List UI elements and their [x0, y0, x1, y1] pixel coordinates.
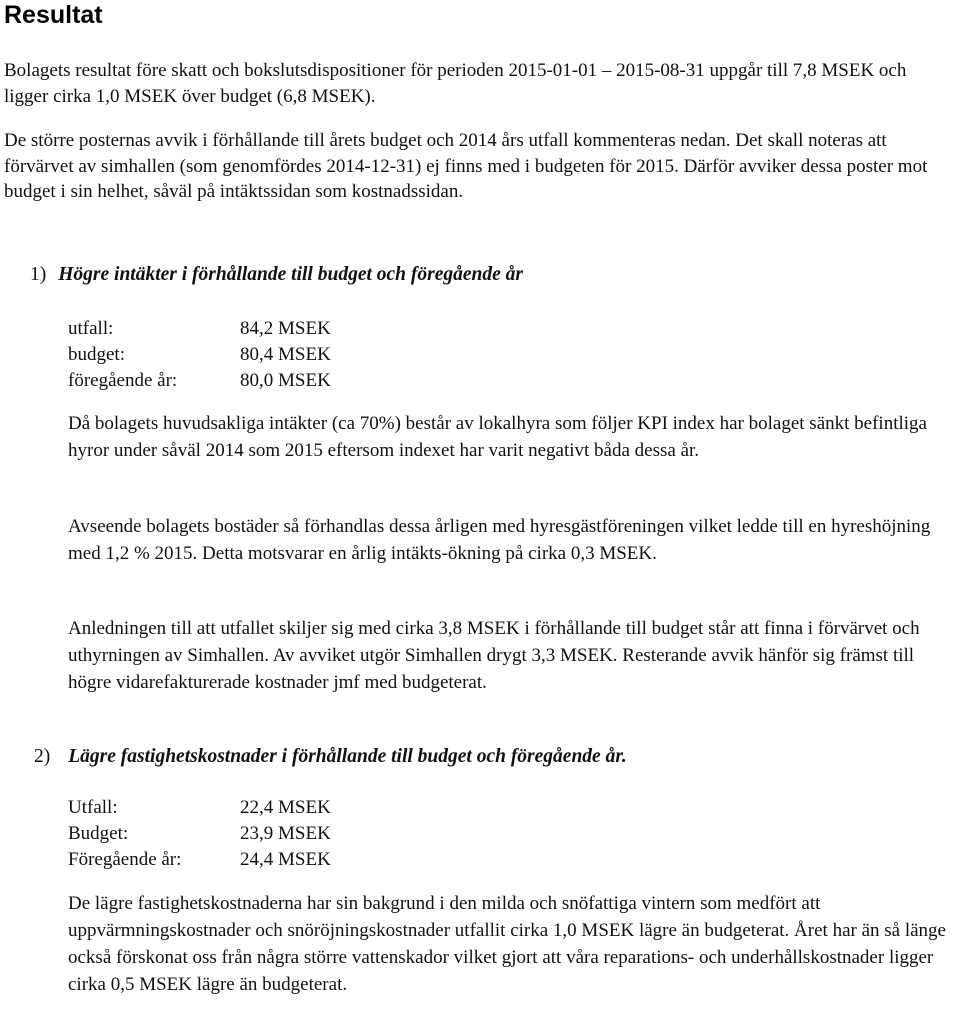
section1-paragraph-2: Avseende bolagets bostäder så förhandlas dessa årligen med hyresgästföreningen vilket ledde till en hyreshöjning med 1,2 % 2015. Detta motsvarar en årlig intäkts-ökning på cirka 0,3 MSEK.: [68, 516, 931, 564]
figure-row: [68, 316, 331, 342]
figure-label: Utfall:: [68, 797, 118, 818]
figure-row: [68, 342, 331, 368]
figure-value: 84,2 MSEK: [240, 318, 331, 339]
intro-paragraph-1: Bolagets resultat före skatt och bokslutsdispositioner för perioden 2015-01-01 – 2015-08-31 uppgår till 7,8 MSEK och ligger cirka 1,0 MSEK över budget (6,8 MSEK).: [4, 60, 907, 107]
figure-label: Budget:: [68, 823, 129, 844]
figure-row: [68, 795, 331, 821]
section1-paragraph-1: Då bolagets huvudsakliga intäkter (ca 70%) består av lokalhyra som följer KPI index har bolaget sänkt befintliga hyror under såväl 2014 som 2015 eftersom indexet har varit negativt båda dessa år.: [68, 413, 927, 461]
section1-heading: [30, 262, 523, 288]
figure-row: [68, 847, 331, 873]
section2-number: 2): [34, 746, 51, 767]
figure-label: föregående år:: [68, 370, 178, 391]
section2-heading: [34, 744, 627, 770]
figure-row: [68, 821, 331, 847]
section1-number: 1): [30, 264, 47, 285]
figure-value: 80,0 MSEK: [240, 370, 331, 391]
figure-value: 80,4 MSEK: [240, 344, 331, 365]
section2-paragraph-1: De lägre fastighetskostnaderna har sin bakgrund i den milda och snöfattiga vintern som medfört att uppvärmningskostnader och snöröjningskostnader utfallit cirka 1,0 MSEK lägre än budgeterat. Året har än så länge också förskonat oss från några större vattenskador vilket gjort att våra reparations- och underhållskostnader ligger cirka 0,5 MSEK lägre än budgeterat.: [68, 893, 946, 995]
section2-heading-text: Lägre fastighetskostnader i förhållande till budget och föregående år.: [68, 746, 627, 767]
figure-label: Föregående år:: [68, 849, 182, 870]
figure-value: 22,4 MSEK: [240, 797, 331, 818]
figure-value: 23,9 MSEK: [240, 823, 331, 844]
figure-value: 24,4 MSEK: [240, 849, 331, 870]
section1-paragraph-3: Anledningen till att utfallet skiljer sig med cirka 3,8 MSEK i förhållande till budget står att finna i förvärvet och uthyrningen av Simhallen. Av avviket utgör Simhallen drygt 3,3 MSEK. Resterande avvik hänför sig främst till högre vidarefakturerade kostnader jmf med budgeterat.: [68, 618, 920, 693]
section2-figures: [68, 795, 331, 873]
section1-heading-text: Högre intäkter i förhållande till budget och föregående år: [58, 264, 524, 285]
figure-label: budget:: [68, 344, 125, 365]
page-title: Resultat: [4, 1, 103, 29]
intro-paragraph-2: De större posternas avvik i förhållande till årets budget och 2014 års utfall kommenteras nedan. Det skall noteras att förvärvet av simhallen (som genomfördes 2014-12-31) ej finns med i budgeten för 2015. Därför avviker dessa poster mot budget i sin helhet, såväl på intäktssidan som kostnadssidan.: [4, 130, 928, 202]
figure-row: [68, 368, 331, 394]
figure-label: utfall:: [68, 318, 114, 339]
section1-figures: [68, 316, 331, 394]
